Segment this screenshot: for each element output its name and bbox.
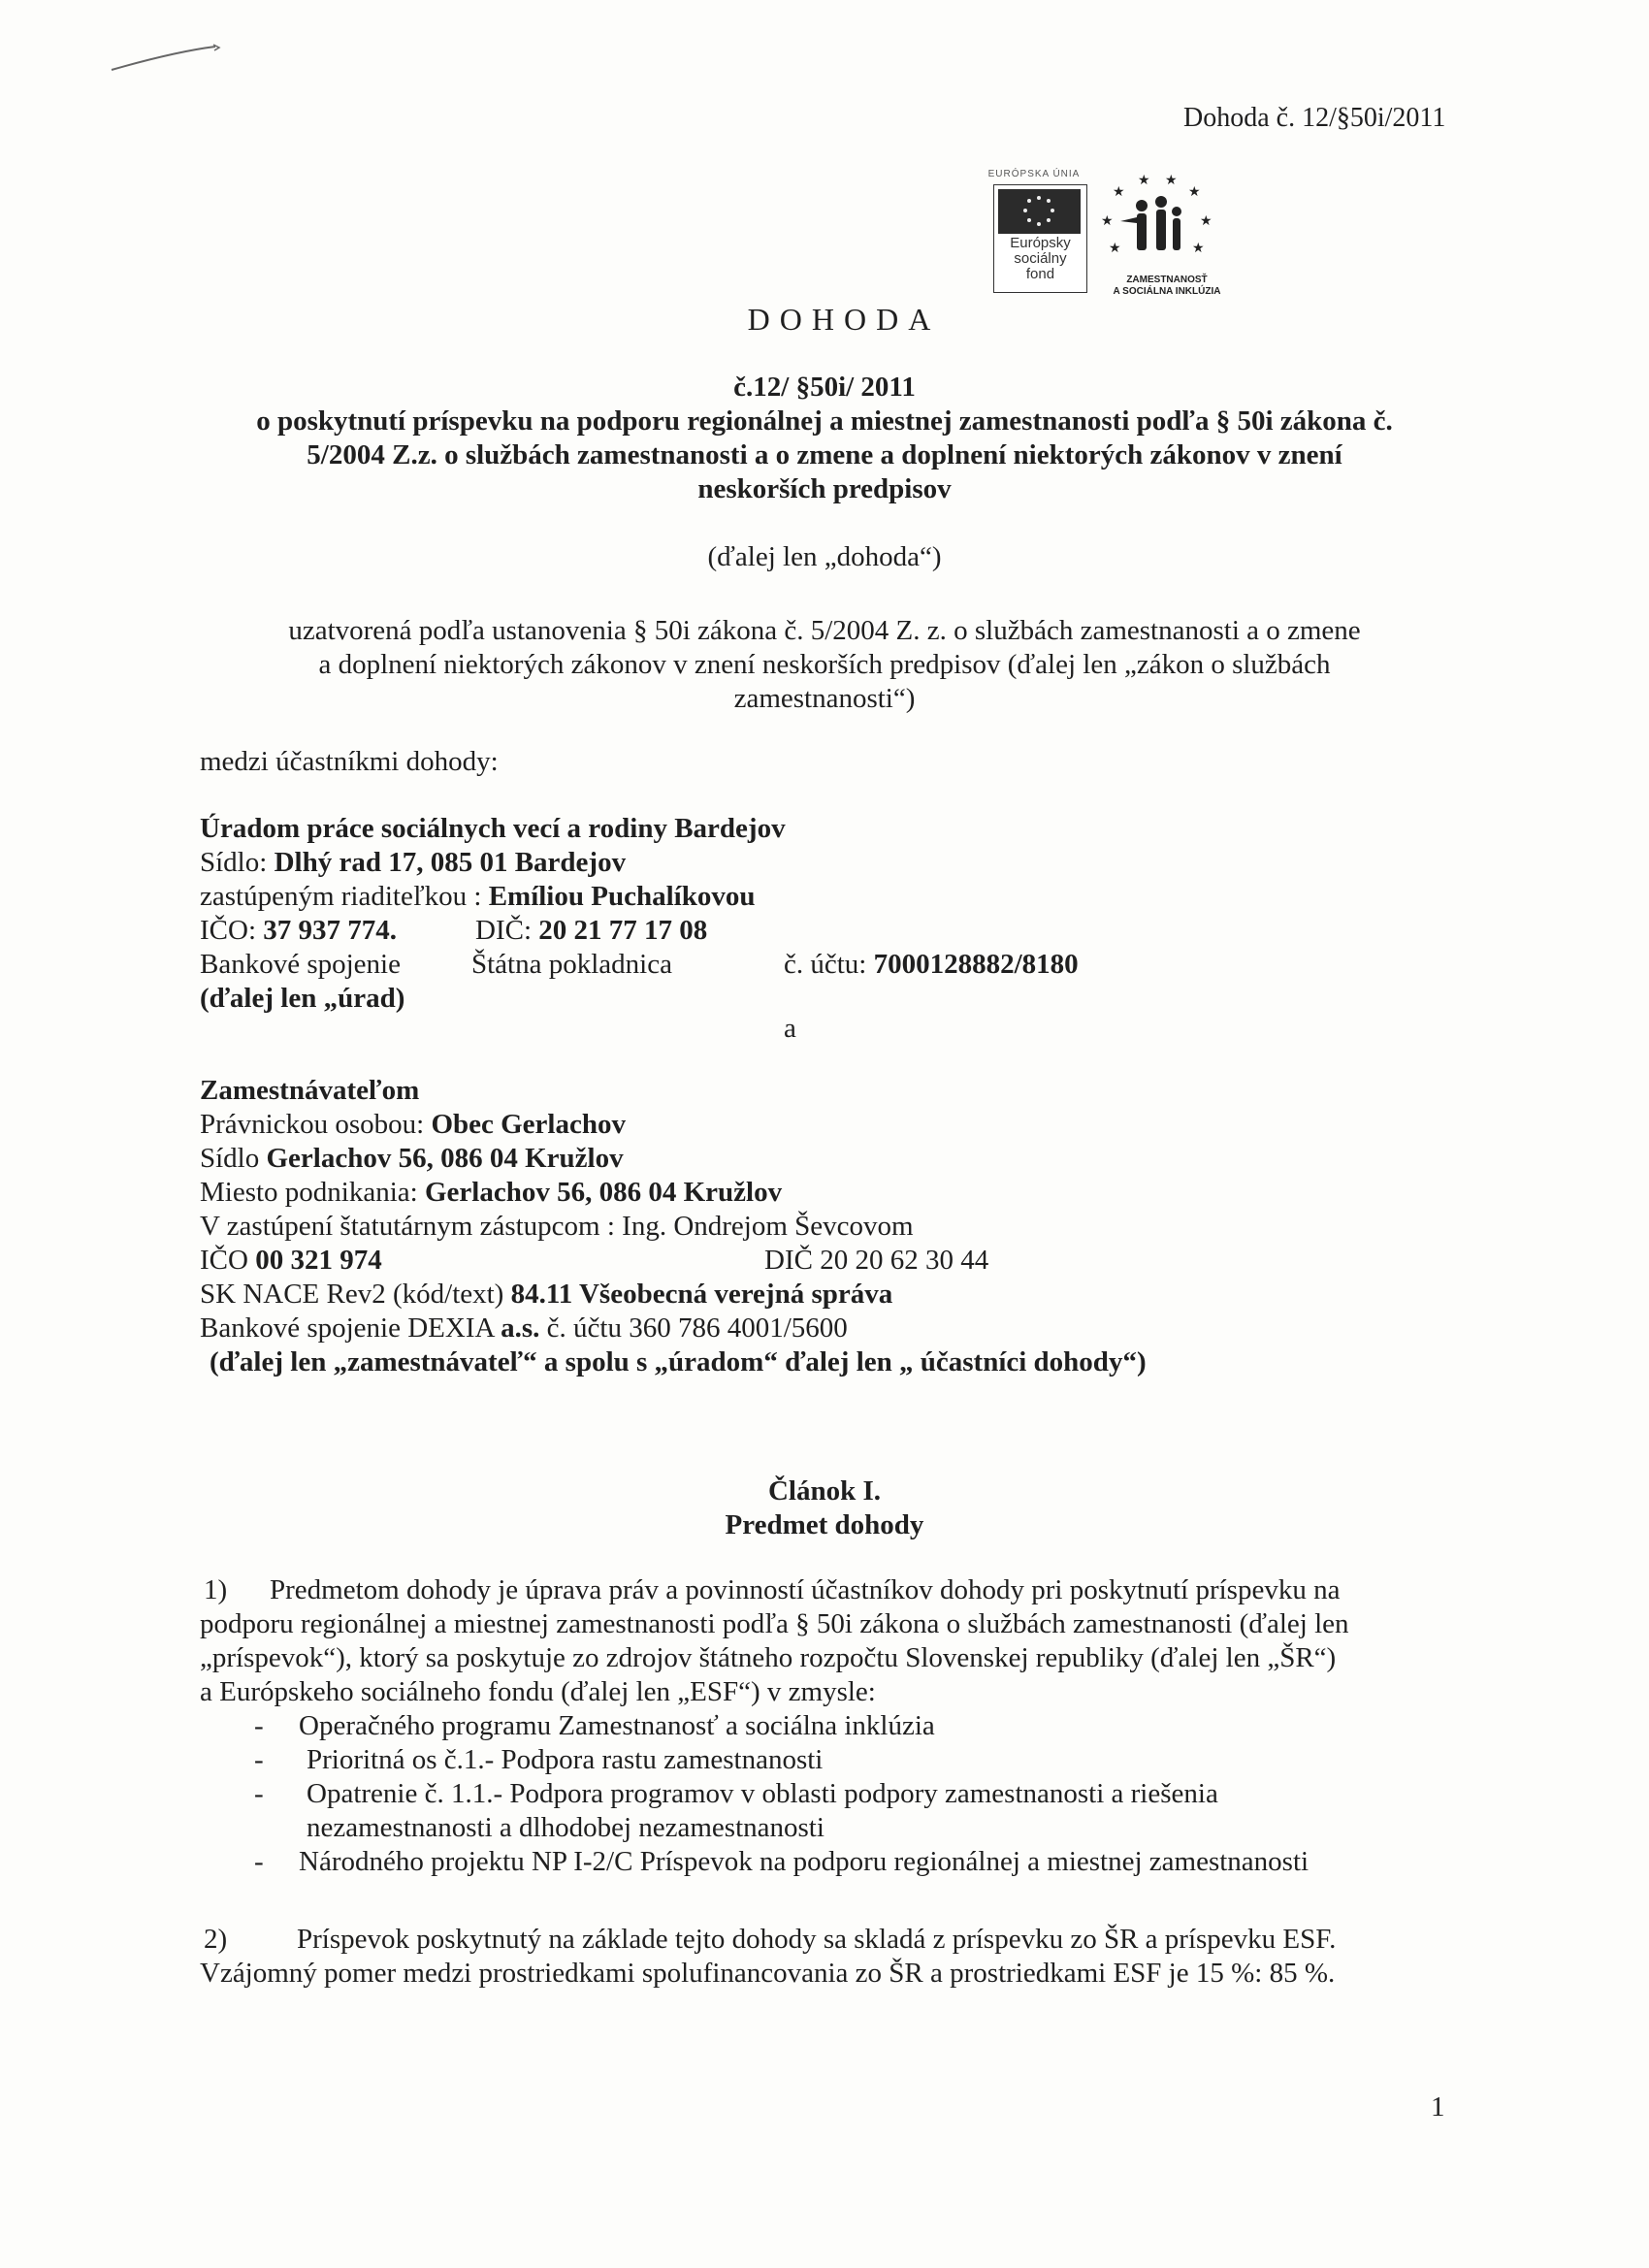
basis-line: zamestnanosti“) bbox=[733, 683, 916, 714]
office-ico-value: 37 937 774. bbox=[263, 915, 397, 946]
zi-line: A SOCIÁLNA INKLÚZIA bbox=[1113, 286, 1221, 297]
office-rep-label: zastúpeným riaditeľkou : bbox=[200, 881, 482, 912]
bullet-dash: - bbox=[254, 1778, 264, 1809]
employer-place bbox=[200, 1176, 1451, 1210]
zi-text bbox=[1094, 275, 1240, 298]
employer-place-label: Miesto podnikania: bbox=[200, 1177, 418, 1208]
eu-label: EURÓPSKA ÚNIA bbox=[987, 169, 1081, 179]
employer-ico-label: IČO bbox=[200, 1245, 248, 1276]
employer-account-value: 360 786 4001/5600 bbox=[629, 1312, 848, 1344]
employer-account-label: č. účtu bbox=[546, 1312, 622, 1344]
office-name: Úradom práce sociálnych vecí a rodiny Bardejov bbox=[200, 813, 786, 844]
svg-text:★: ★ bbox=[1188, 184, 1201, 200]
employer-place-value: Gerlachov 56, 086 04 Kružlov bbox=[424, 1177, 783, 1208]
eu-flag-icon bbox=[998, 189, 1081, 234]
office-account-label: č. účtu: bbox=[784, 949, 867, 980]
employer-legal-label: Právnickou osobou: bbox=[200, 1109, 425, 1140]
bullet-item: Opatrenie č. 1.1.- Podpora programov v oblasti podpory zamestnanosti a riešenia bbox=[307, 1778, 1218, 1809]
employer-heading: Zamestnávateľom bbox=[200, 1075, 420, 1106]
office-dic-label: DIČ: bbox=[475, 915, 532, 946]
office-bank-value: Štátna pokladnica bbox=[471, 949, 672, 980]
office-dic bbox=[475, 914, 707, 948]
office-account bbox=[784, 948, 1079, 982]
esf-line: Európsky bbox=[1010, 235, 1071, 251]
employer-short-name: (ďalej len „zamestnávateľ“ a spolu s „úradom“ ďalej len „ účastníci dohody“) bbox=[210, 1346, 1147, 1377]
bullet-item: Operačného programu Zamestnanosť a sociálna inklúzia bbox=[299, 1710, 935, 1741]
employer-bank-label: Bankové spojenie bbox=[200, 1312, 401, 1344]
office-bank-label: Bankové spojenie bbox=[200, 949, 401, 980]
bullet-dash: - bbox=[254, 1710, 264, 1741]
bullet-item-continued: nezamestnanosti a dlhodobej nezamestnanosti bbox=[307, 1812, 824, 1843]
esf-logo bbox=[993, 184, 1087, 293]
pen-mark bbox=[107, 39, 223, 78]
employer-bank bbox=[200, 1312, 1451, 1345]
bullet-item: Národného projektu NP I-2/C Príspevok na podporu regionálnej a miestnej zamestnanosti bbox=[299, 1846, 1310, 1877]
svg-text:★: ★ bbox=[1200, 213, 1212, 229]
document-reference: Dohoda č. 12/§50i/2011 bbox=[1183, 103, 1446, 133]
office-ico-label: IČO: bbox=[200, 915, 256, 946]
article-title: Predmet dohody bbox=[725, 1509, 924, 1540]
bullet-dash: - bbox=[254, 1744, 264, 1775]
office-seat-label: Sídlo: bbox=[200, 847, 268, 878]
employer-nace-value: 84.11 Všeobecná verejná správa bbox=[510, 1279, 893, 1310]
zi-line: ZAMESTNANOSŤ bbox=[1126, 275, 1208, 285]
document-title: DOHODA bbox=[747, 302, 941, 337]
paragraph-line: a Európskeho sociálneho fondu (ďalej len „ESF“) v zmysle: bbox=[200, 1676, 876, 1707]
heading-line: o poskytnutí príspevku na podporu regionálnej a miestnej zamestnanosti podľa § 50i zákona č. bbox=[256, 405, 1393, 437]
logos bbox=[980, 163, 1242, 313]
employer-bank-suffix: a.s. bbox=[501, 1312, 540, 1344]
svg-text:★: ★ bbox=[1192, 241, 1205, 256]
employer-rep-value: Ing. Ondrejom Ševcovom bbox=[622, 1211, 914, 1242]
svg-text:★: ★ bbox=[1113, 184, 1125, 200]
heading-line: neskorších predpisov bbox=[697, 473, 952, 504]
svg-text:★: ★ bbox=[1101, 213, 1114, 229]
employer-representative bbox=[200, 1210, 1451, 1244]
svg-text:★: ★ bbox=[1138, 173, 1150, 188]
office-account-value: 7000128882/8180 bbox=[873, 949, 1079, 980]
page-number: 1 bbox=[1431, 2091, 1445, 2122]
parties-intro: medzi účastníkmi dohody: bbox=[200, 746, 499, 777]
paragraph-line: Príspevok poskytnutý na základe tejto dohody sa skladá z príspevku zo ŠR a príspevku ESF. bbox=[297, 1924, 1337, 1955]
employer-rep-label: V zastúpení štatutárnym zástupcom : bbox=[200, 1211, 615, 1242]
employer-seat-value: Gerlachov 56, 086 04 Kružlov bbox=[266, 1143, 624, 1174]
basis-line: uzatvorená podľa ustanovenia § 50i zákona č. 5/2004 Z. z. o službách zamestnanosti a o zmene bbox=[288, 615, 1361, 646]
employer-seat-label: Sídlo bbox=[200, 1143, 260, 1174]
paragraph-line: Vzájomný pomer medzi prostriedkami spolufinancovania zo ŠR a prostriedkami ESF je 15 %: 85 %. bbox=[200, 1958, 1336, 1989]
employer-nace-label: SK NACE Rev2 (kód/text) bbox=[200, 1279, 504, 1310]
office-seat-value: Dlhý rad 17, 085 01 Bardejov bbox=[274, 847, 627, 878]
office-rep-value: Emíliou Puchalíkovou bbox=[488, 881, 756, 912]
esf-text bbox=[994, 236, 1086, 281]
office-dic-value: 20 21 77 17 08 bbox=[538, 915, 708, 946]
employer-dic bbox=[764, 1244, 988, 1278]
employer-nace bbox=[200, 1278, 1451, 1312]
bullet-item: Prioritná os č.1.- Podpora rastu zamestnanosti bbox=[307, 1744, 824, 1775]
paragraph-line: Predmetom dohody je úprava práv a povinností účastníkov dohody pri poskytnutí príspevku na bbox=[270, 1574, 1341, 1605]
office-seat bbox=[200, 846, 1451, 880]
bullet-dash: - bbox=[254, 1846, 264, 1877]
office-short-name: (ďalej len „úrad) bbox=[200, 983, 405, 1014]
paragraph-line: podporu regionálnej a miestnej zamestnanosti podľa § 50i zákona o službách zamestnanosti (ďalej len bbox=[200, 1608, 1349, 1639]
paragraph-number: 2) bbox=[204, 1924, 228, 1955]
paragraph-line: „príspevok“), ktorý sa poskytuje zo zdrojov štátneho rozpočtu Slovenskej republiky (ďalej len „ŠR“) bbox=[200, 1642, 1337, 1673]
esf-line: fond bbox=[1025, 265, 1055, 282]
office-ico-row bbox=[200, 914, 1451, 948]
esf-line: sociálny bbox=[1014, 249, 1067, 267]
basis-line: a doplnení niektorých zákonov v znení neskorších predpisov (ďalej len „zákon o službách bbox=[318, 649, 1331, 680]
short-name-note: (ďalej len „dohoda“) bbox=[707, 541, 942, 572]
employer-ico-value: 00 321 974 bbox=[255, 1245, 382, 1276]
employer-legal-value: Obec Gerlachov bbox=[431, 1109, 626, 1140]
office-representative bbox=[200, 880, 1451, 914]
svg-text:★: ★ bbox=[1109, 241, 1121, 256]
employer-seat bbox=[200, 1142, 1451, 1176]
zamestnanost-people-icon bbox=[1091, 163, 1217, 279]
employer-bank-value: DEXIA bbox=[407, 1312, 494, 1344]
svg-text:★: ★ bbox=[1165, 173, 1178, 188]
paragraph-number: 1) bbox=[204, 1574, 228, 1605]
employer-legal bbox=[200, 1108, 1451, 1142]
conjunction: a bbox=[784, 1013, 796, 1044]
article-number: Článok I. bbox=[767, 1475, 882, 1507]
employer-dic-label: DIČ bbox=[764, 1245, 813, 1276]
employer-dic-value: 20 20 62 30 44 bbox=[820, 1245, 989, 1276]
heading-line: 5/2004 Z.z. o službách zamestnanosti a o zmene a doplnení niektorých zákonov v znení bbox=[307, 439, 1342, 470]
agreement-number: č.12/ §50i/ 2011 bbox=[733, 372, 916, 403]
